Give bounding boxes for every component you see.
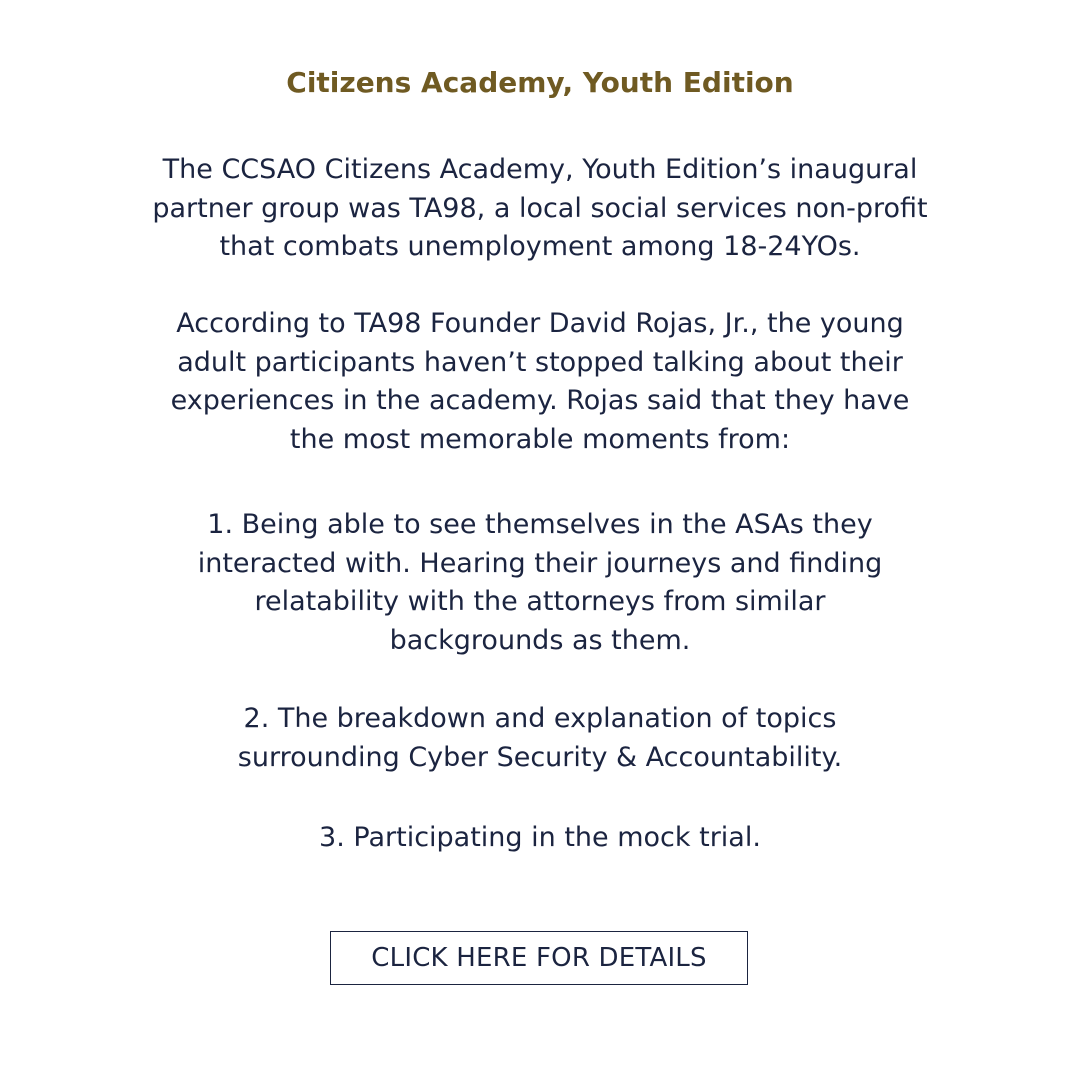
list-item-3 xyxy=(90,819,990,858)
text-line: adult participants haven’t stopped talking about their xyxy=(177,346,903,378)
text-line: The CCSAO Citizens Academy, Youth Edition’s inaugural xyxy=(162,154,918,185)
text-line: According to TA98 Founder David Rojas, Jr., the young xyxy=(176,308,904,339)
quote-paragraph xyxy=(90,305,990,459)
intro-paragraph xyxy=(90,151,990,267)
text-line: experiences in the academy. Rojas said that they have xyxy=(170,385,910,416)
page-title: Citizens Academy, Youth Edition xyxy=(286,66,794,99)
text-line: partner group was TA98, a local social services non-profit xyxy=(152,192,928,224)
text-line: 1. Being able to see themselves in the ASAs they xyxy=(207,509,873,540)
text-line: 2. The breakdown and explanation of topics xyxy=(243,703,837,734)
text-line: interacted with. Hearing their journeys and finding xyxy=(197,547,883,579)
text-line: that combats unemployment among 18-24YOs. xyxy=(219,231,861,262)
text-line: the most memorable moments from: xyxy=(289,423,791,455)
text-line: relatability with the attorneys from similar xyxy=(254,586,826,617)
details-button[interactable]: CLICK HERE FOR DETAILS xyxy=(330,931,748,985)
text-line: backgrounds as them. xyxy=(389,624,691,656)
text-line: 3. Participating in the mock trial. xyxy=(319,822,761,853)
list-item-1 xyxy=(90,506,990,660)
list-item-2 xyxy=(90,700,990,777)
text-line: surrounding Cyber Security & Accountability. xyxy=(237,741,843,773)
